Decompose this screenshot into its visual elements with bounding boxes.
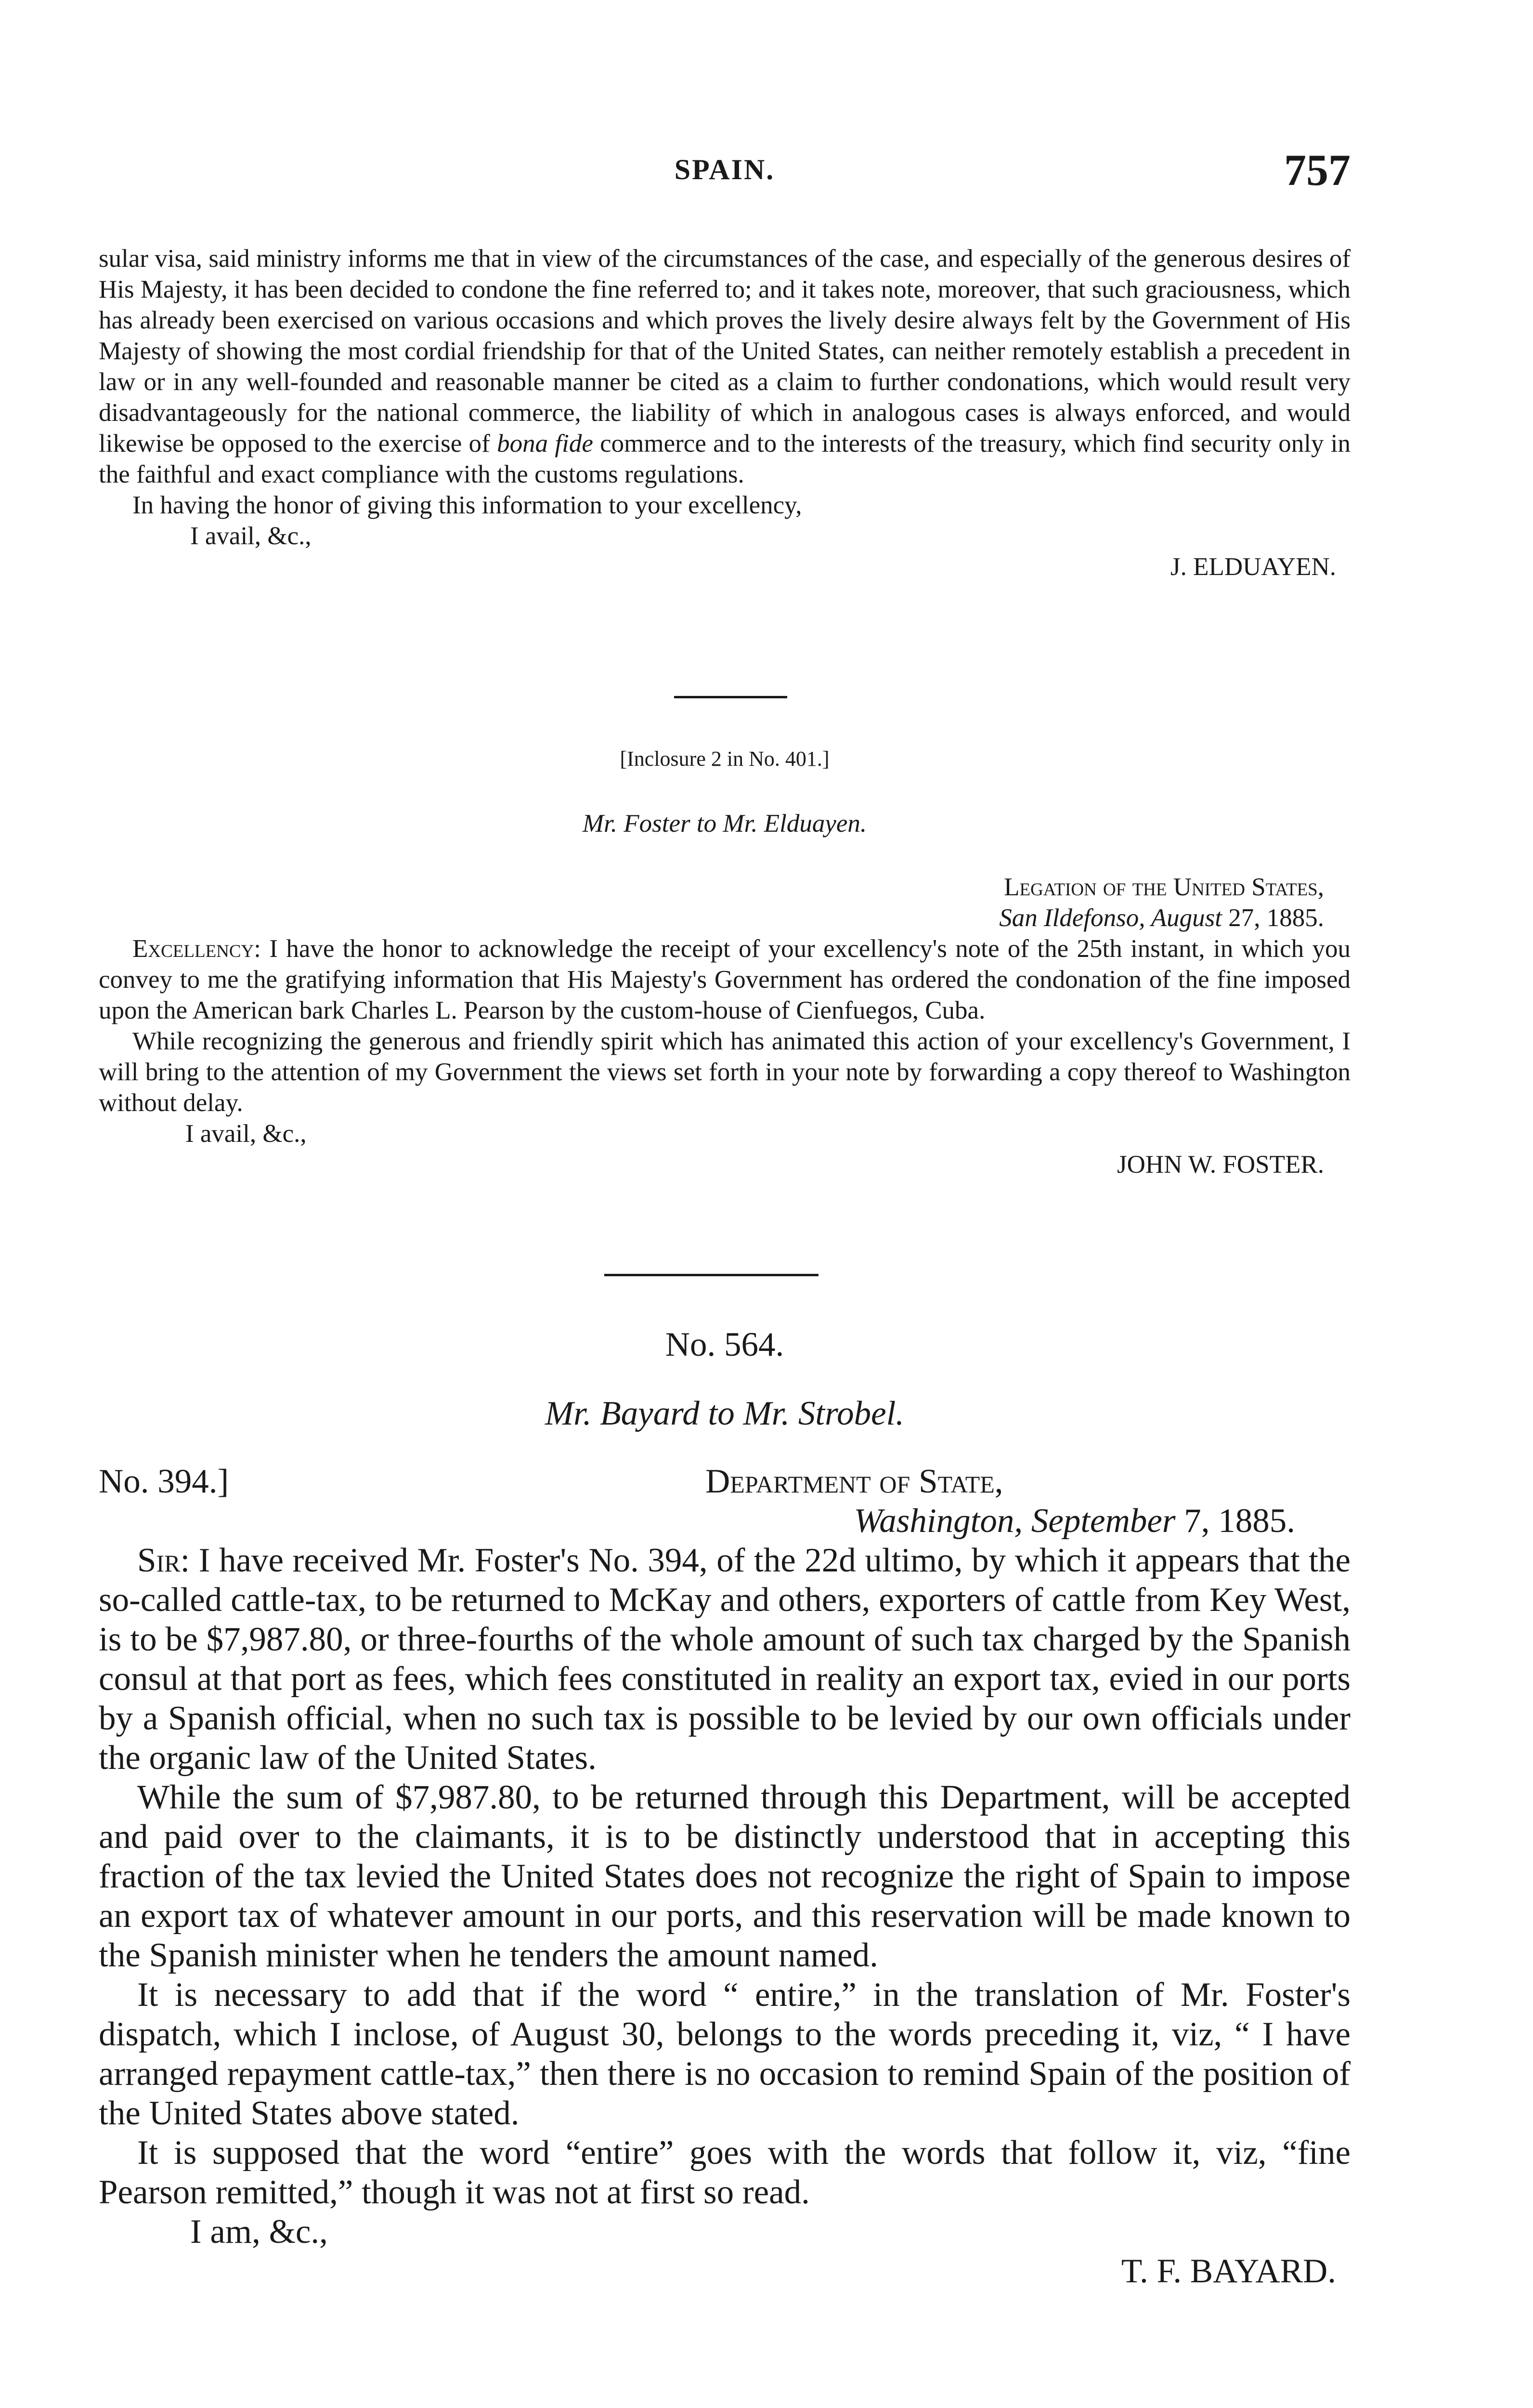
inclosure-paragraph-1 <box>99 933 1351 1026</box>
letter-ref: No. 394.] <box>99 1463 229 1500</box>
section-divider-2 <box>604 1274 818 1276</box>
letter-closing: I am, &c., <box>190 2213 328 2251</box>
letter-date-location: Washington, September <box>854 1502 1176 1540</box>
continuation-block <box>99 243 1351 582</box>
letter-date-rest: 7, 1885. <box>1175 1502 1295 1540</box>
letter-block <box>99 1462 1351 2291</box>
letter-number: No. 564. <box>665 1326 784 1363</box>
continuation-closing: I avail, &c., <box>190 522 312 550</box>
letter-paragraph-1 <box>99 1541 1351 1778</box>
running-header-title: SPAIN. <box>674 154 775 185</box>
inclosure-label: [Inclosure 2 in No. 401.] <box>620 747 830 771</box>
inclosure-paragraph-2: While recognizing the generous and friendly spirit which has animated this action of your excellency's Government, I will bring to the attention of my Government the views set forth in your note by forwarding a copy thereof to Washington without delay. <box>99 1027 1351 1117</box>
letter-salutation: Sir <box>137 1542 181 1579</box>
inclosure-block <box>99 872 1351 1180</box>
section-divider-1 <box>674 696 787 698</box>
letter-place: Department of State, <box>705 1463 1003 1500</box>
page-number: 757 <box>1284 145 1351 195</box>
inclosure-place: Legation of the United States, <box>1004 873 1324 901</box>
inclosure-salutation: Excellency <box>132 935 254 963</box>
letter-paragraph-3: It is necessary to add that if the word “ entire,” in the translation of Mr. Foster's dispatch, which I inclose, of August 30, belongs to the words preceding it, viz, “ I have arranged repayment cattle-tax,” then there is no occasion to remind Spain of the position of the United States above stated. <box>99 1976 1351 2132</box>
inclosure-date-rest: 27, 1885. <box>1222 904 1324 932</box>
letter-signature: T. F. BAYARD. <box>1121 2252 1336 2290</box>
inclosure-date-location: San Ildefonso, August <box>999 904 1222 932</box>
inclosure-closing: I avail, &c., <box>185 1120 307 1148</box>
inclosure-date <box>99 903 1351 933</box>
inclosure-signature: JOHN W. FOSTER. <box>1117 1151 1324 1178</box>
letter-ref-row <box>99 1462 1351 1501</box>
letter-date <box>99 1501 1351 1541</box>
inclosure-paragraph-1-text: : I have the honor to acknowledge the receipt of your excellency's note of the 25th instant, in which you convey to me the gratifying information that His Majesty's Government has ordered the condonation of the fine imposed upon the American bark Charles L. Pearson by the custom-house of Cienfuegos, Cuba. <box>99 935 1351 1024</box>
document-page <box>99 0 1351 2408</box>
inclosure-heading: Mr. Foster to Mr. Elduayen. <box>582 810 867 838</box>
continuation-paragraph <box>99 243 1351 490</box>
letter-paragraph-2: While the sum of $7,987.80, to be returned through this Department, will be accepted and paid over to the claimants, it is to be distinctly understood that in accepting this fraction of the tax levied the United States does not recognize the right of Spain to impose an export tax of whatever amount in our ports, and this reservation will be made known to the Spanish minister when he tenders the amount named. <box>99 1779 1351 1974</box>
continuation-text-b: commerce and to the interests of the treasury, which find security only in the faithful and exact compliance with the customs regulations. <box>99 430 1351 488</box>
letter-paragraph-1-text: : I have received Mr. Foster's No. 394, of the 22d ultimo, by which it appears that the so-called cattle-tax, to be returned to McKay and others, exporters of cattle from Key West, is to be $7,987.80, or three-fourths of the whole amount of such tax charged by the Spanish consul at that port as fees, which fees constituted in reality an export tax, evied in our ports by a Spanish official, when no such tax is possible to be levied by our own officials under the organic law of the United States. <box>99 1542 1351 1777</box>
continuation-closing-paragraph: In having the honor of giving this information to your excellency, <box>132 491 802 519</box>
letter-heading: Mr. Bayard to Mr. Strobel. <box>545 1395 905 1432</box>
continuation-text-a: sular visa, said ministry informs me that in view of the circumstances of the case, and especially of the generous desires of His Majesty, it has been decided to condone the fine referred to; and it takes note, moreover, that such graciousness, which has already been exercised on various occasions and which proves the lively desire always felt by the Government of His Majesty of showing the most cordial friendship for that of the United States, can neither remotely establish a precedent in law or in any well-founded and reasonable manner be cited as a claim to further condonations, which would result very disadvantageously for the national commerce, the liability of which in analogous cases is always enforced, and would likewise be opposed to the exercise of <box>99 245 1351 458</box>
continuation-italic: bona fide <box>497 430 593 458</box>
letter-paragraph-4: It is supposed that the word “entire” goes with the words that follow it, viz, “fine Pearson remitted,” though it was not at first so read. <box>99 2134 1351 2211</box>
continuation-signature: J. ELDUAYEN. <box>1170 553 1336 581</box>
